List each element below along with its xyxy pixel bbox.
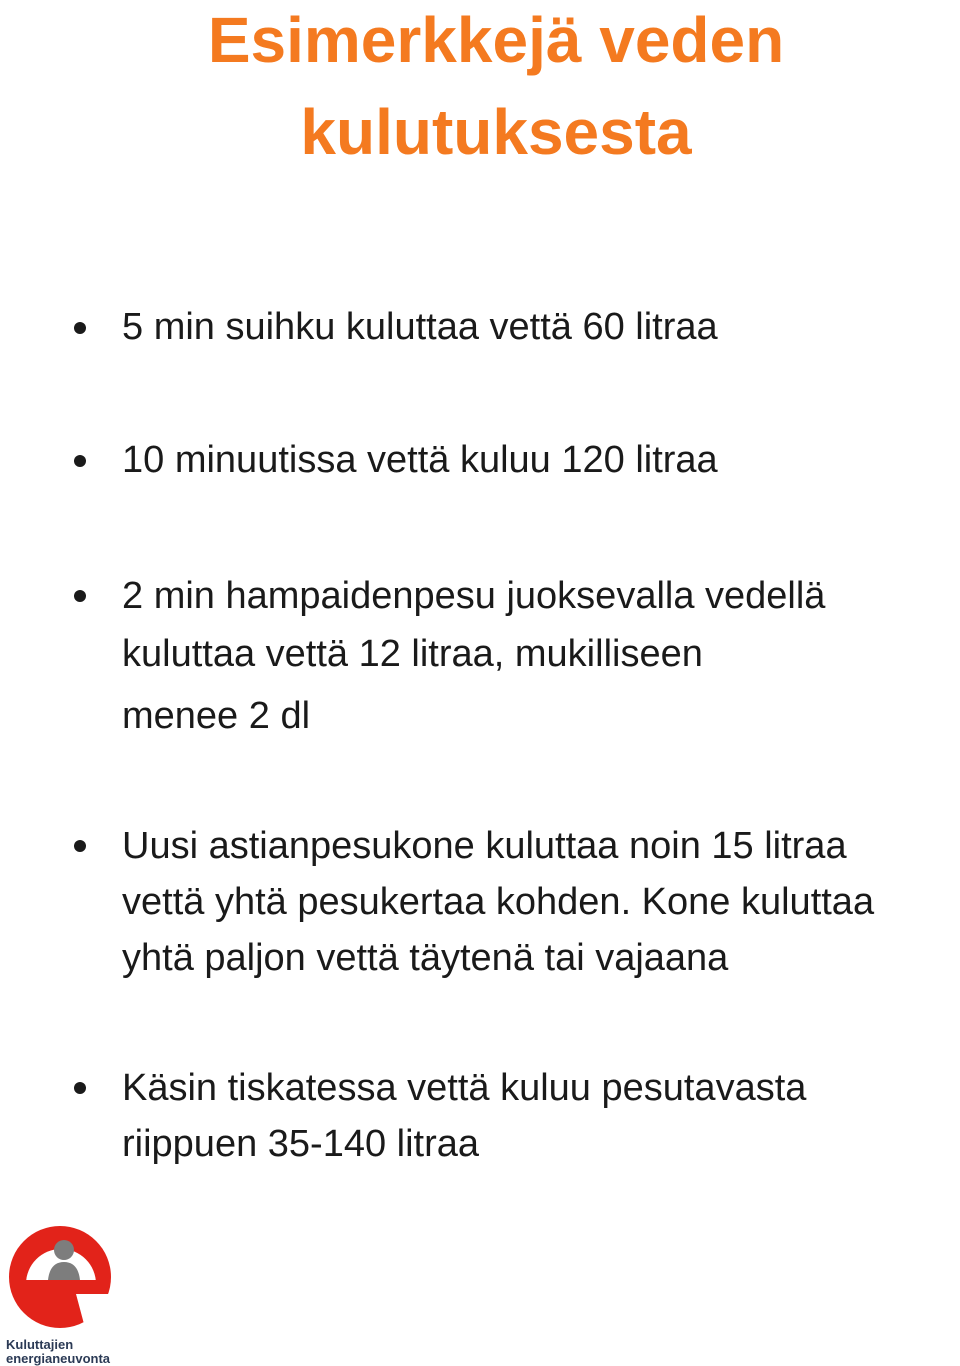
- logo-text-line-1: Kuluttajien: [6, 1337, 74, 1352]
- bullet-dot: [74, 455, 86, 467]
- bullet-item: [122, 303, 960, 351]
- bullet-text: riippuen 35-140 litraa: [122, 1123, 480, 1165]
- bullet-dot: [74, 590, 86, 602]
- bullet-dot: [74, 1082, 86, 1094]
- bullet-text: 2 min hampaidenpesu juoksevalla vedellä: [122, 575, 826, 617]
- logo-wordmark: [6, 1338, 110, 1366]
- logo-text-line-2: energianeuvonta: [6, 1351, 111, 1366]
- bullet-item: [122, 1060, 960, 1172]
- bullet-text: 10 minuutissa vettä kuluu 120 litraa: [122, 439, 718, 481]
- bullet-item: [122, 818, 960, 986]
- bullet-item: [122, 567, 960, 749]
- bullet-text: 5 min suihku kuluttaa vettä 60 litraa: [122, 306, 718, 348]
- title-line-2: kulutuksesta: [300, 96, 692, 168]
- slide-title: [0, 0, 960, 178]
- bullet-text: yhtä paljon vettä täytenä tai vajaana: [122, 937, 729, 979]
- logo-e-mark: [9, 1226, 116, 1328]
- bullet-dot: [74, 322, 86, 334]
- title-line-1: Esimerkkejä veden: [207, 4, 785, 76]
- bullet-text: Uusi astianpesukone kuluttaa noin 15 litraa: [122, 825, 847, 867]
- bullet-text: menee 2 dl: [122, 695, 311, 737]
- bullet-text: Käsin tiskatessa vettä kuluu pesutavasta: [122, 1067, 807, 1109]
- bullet-dot: [74, 840, 86, 852]
- bullet-item: [122, 436, 960, 484]
- bullet-text: vettä yhtä pesukertaa kohden. Kone kuluttaa: [122, 881, 875, 923]
- bullet-text: kuluttaa vettä 12 litraa, mukilliseen: [122, 633, 703, 675]
